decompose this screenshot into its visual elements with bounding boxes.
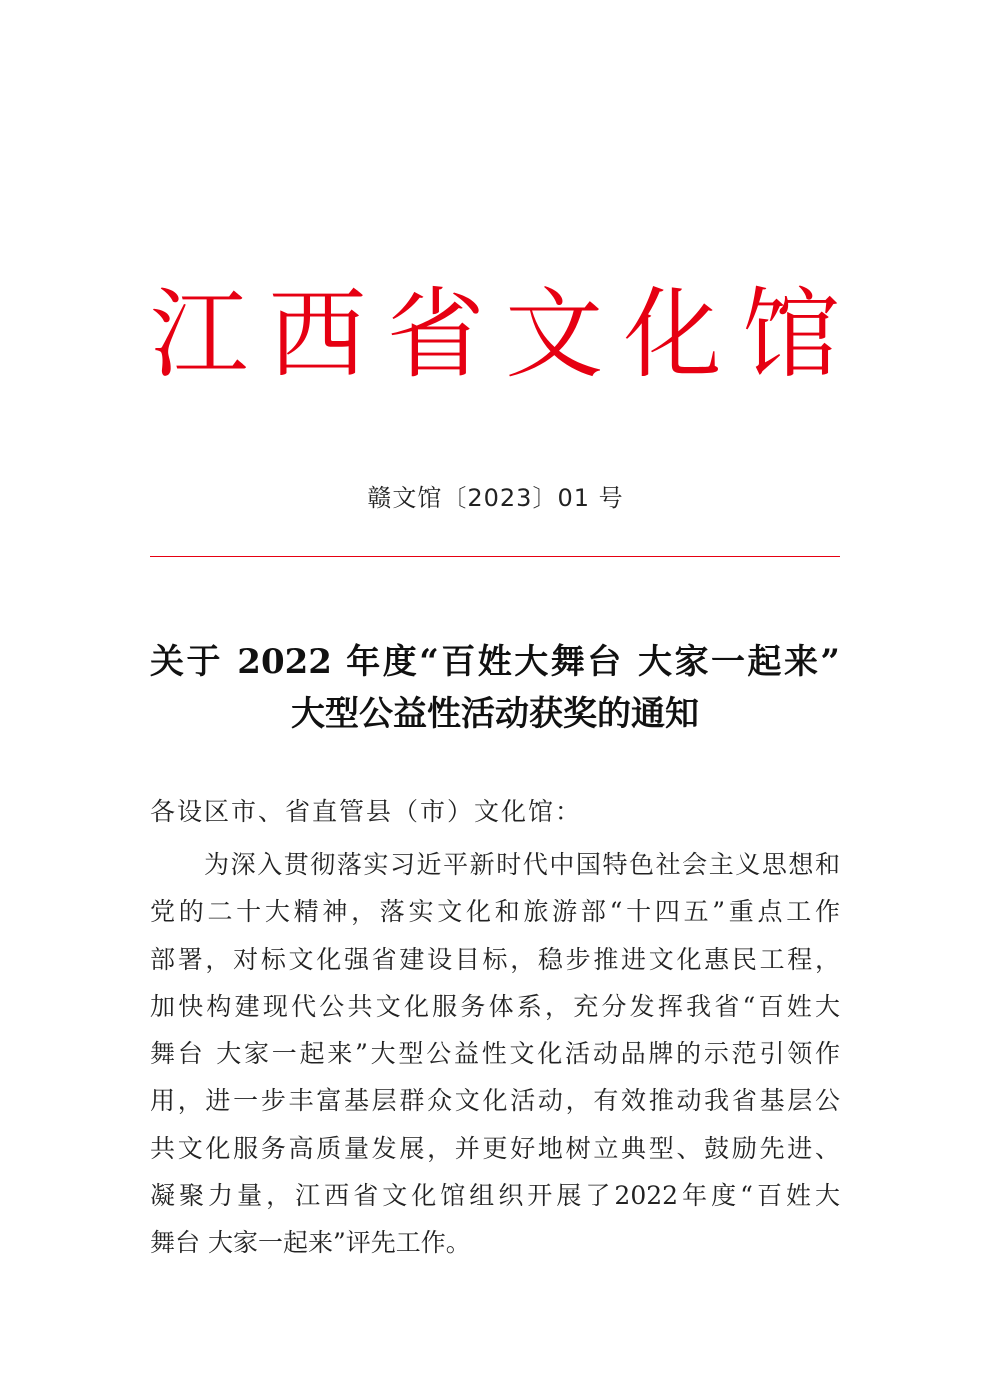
paragraph-line: 用，进一步丰富基层群众文化活动，有效推动我省基层公 bbox=[150, 1086, 840, 1116]
paragraph-line: 凝聚力量，江西省文化馆组织开展了2022年度“百姓大 bbox=[150, 1181, 840, 1211]
paragraph-line: 共文化服务高质量发展，并更好地树立典型、鼓励先进、 bbox=[150, 1133, 840, 1163]
org-name-char: 馆 bbox=[741, 278, 840, 392]
paragraph-line: 为深入贯彻落实习近平新时代中国特色社会主义思想和 bbox=[204, 850, 840, 879]
title-line-1: 关于 2022 年度“百姓大舞台 大家一起来” bbox=[150, 642, 840, 682]
paragraph-line: 舞台 大家一起来”评先工作。 bbox=[150, 1228, 471, 1258]
org-name-char: 化 bbox=[623, 278, 722, 392]
org-name-heading bbox=[150, 270, 840, 400]
salutation: 各设区市、省直管县（市）文化馆： bbox=[150, 797, 583, 826]
body-paragraph bbox=[150, 841, 840, 1267]
org-name-char: 省 bbox=[386, 278, 485, 392]
org-name-char: 文 bbox=[505, 278, 604, 392]
document-number: 赣文馆〔2023〕01 号 bbox=[367, 484, 624, 512]
paragraph-line: 部署，对标文化强省建设目标，稳步推进文化惠民工程， bbox=[150, 944, 840, 974]
paragraph-line: 党的二十大精神，落实文化和旅游部“十四五”重点工作 bbox=[150, 897, 840, 927]
org-name-char: 江 bbox=[150, 278, 249, 392]
title-line-2: 大型公益性活动获奖的通知 bbox=[291, 694, 699, 734]
paragraph-line: 舞台 大家一起来”大型公益性文化活动品牌的示范引领作 bbox=[150, 1039, 840, 1069]
red-divider-line bbox=[150, 556, 840, 557]
document-title bbox=[150, 636, 840, 740]
org-name-char: 西 bbox=[268, 278, 367, 392]
paragraph-line: 加快构建现代公共文化服务体系，充分发挥我省“百姓大 bbox=[150, 991, 840, 1021]
